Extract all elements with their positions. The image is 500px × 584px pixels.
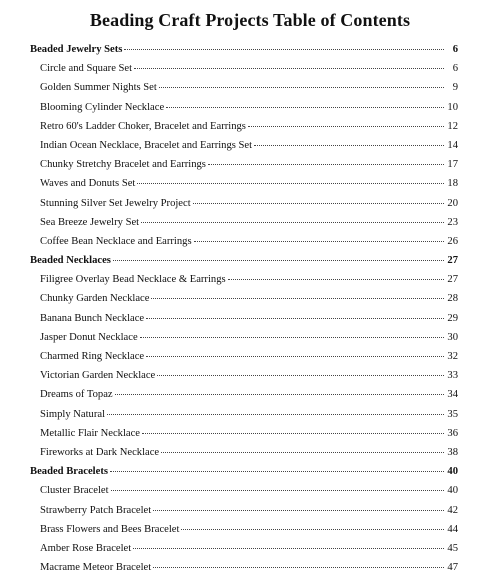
toc-entry-title: Chunky Garden Necklace (40, 293, 150, 305)
toc-entry[interactable] (30, 347, 458, 366)
toc-entry-title: Metallic Flair Necklace (40, 427, 141, 439)
toc-entry[interactable] (30, 309, 458, 328)
toc-entry-title: Charmed Ring Necklace (40, 351, 145, 362)
toc-entry[interactable] (30, 366, 458, 385)
dot-leader (208, 164, 444, 165)
toc-entry-title: Sea Breeze Jewelry Set (40, 216, 140, 228)
toc-page-number: 34 (447, 389, 458, 401)
dot-leader (193, 203, 444, 204)
page-title: Beading Craft Projects Table of Contents (89, 10, 411, 30)
dot-leader (133, 548, 444, 549)
toc-page-number: 42 (447, 504, 458, 516)
toc-section-heading[interactable] (30, 40, 458, 59)
toc-entry-title: Chunky Stretchy Bracelet and Earrings (40, 159, 206, 171)
dot-leader (115, 394, 444, 395)
toc-entry[interactable] (30, 270, 458, 289)
dot-leader (248, 126, 444, 127)
dot-leader (151, 298, 444, 299)
toc-page-number: 6 (452, 63, 458, 75)
dot-leader (142, 433, 444, 434)
toc-entry[interactable] (30, 520, 458, 539)
toc-entry[interactable] (30, 59, 458, 78)
toc-entry[interactable] (30, 98, 458, 117)
dot-leader (113, 260, 444, 261)
toc-page-number: 17 (447, 159, 458, 171)
toc-page-number: 32 (447, 351, 458, 362)
toc-section-heading[interactable] (30, 462, 458, 481)
toc-entry[interactable] (30, 539, 458, 558)
dot-leader (157, 375, 444, 376)
toc-page-number: 29 (447, 312, 458, 324)
dot-leader (228, 279, 444, 280)
dot-leader (254, 145, 444, 146)
toc-page-number: 27 (447, 255, 458, 267)
toc-page-number: 44 (447, 523, 458, 535)
toc-entry-title: Filigree Overlay Bead Necklace & Earrings (40, 274, 226, 286)
toc-entry-title: Brass Flowers and Bees Bracelet (40, 523, 180, 535)
toc-page-number: 10 (447, 101, 458, 113)
toc-page-number: 30 (447, 331, 458, 343)
toc-entry-title: Beaded Necklaces (30, 255, 111, 267)
toc-entry-title: Waves and Donuts Set (40, 178, 136, 190)
toc-page-number: 18 (447, 178, 458, 190)
toc-page-number: 33 (447, 370, 458, 382)
dot-leader (146, 318, 444, 319)
toc-page-number: 23 (447, 216, 458, 228)
toc-page-number: 26 (447, 235, 458, 247)
toc-page-number: 35 (447, 408, 458, 420)
dot-leader (137, 183, 444, 184)
toc-entry-title: Cluster Bracelet (40, 485, 109, 497)
toc-entry-title: Fireworks at Dark Necklace (40, 446, 160, 458)
toc-entry[interactable] (30, 78, 458, 97)
toc-page-number: 14 (447, 139, 458, 151)
dot-leader (124, 49, 444, 50)
toc-entry[interactable] (30, 232, 458, 251)
toc-entry[interactable] (30, 481, 458, 500)
toc-entry[interactable] (30, 424, 458, 443)
toc-entry[interactable] (30, 405, 458, 424)
dot-leader (111, 490, 444, 491)
toc-page-number: 28 (447, 293, 458, 305)
toc-entry[interactable] (30, 117, 458, 136)
toc-entry[interactable] (30, 194, 458, 213)
toc-page-number: 47 (447, 562, 458, 574)
toc-page-number: 40 (447, 466, 458, 478)
toc-entry-title: Beaded Bracelets (30, 466, 108, 478)
toc-entry-title: Blooming Cylinder Necklace (40, 101, 165, 113)
toc-page-number: 9 (452, 82, 458, 94)
table-of-contents (30, 40, 458, 577)
toc-entry-title: Amber Rose Bracelet (40, 542, 132, 554)
toc-entry[interactable] (30, 174, 458, 193)
dot-leader (194, 241, 444, 242)
toc-entry-title: Strawberry Patch Bracelet (40, 504, 152, 516)
toc-page-number: 12 (447, 120, 458, 132)
toc-entry-title: Coffee Bean Necklace and Earrings (40, 235, 192, 247)
toc-entry[interactable] (30, 501, 458, 520)
toc-entry[interactable] (30, 385, 458, 404)
dot-leader (161, 452, 444, 453)
toc-entry-title: Banana Bunch Necklace (40, 312, 145, 324)
toc-entry-title: Stunning Silver Set Jewelry Project (40, 197, 191, 209)
toc-entry-title: Retro 60's Ladder Choker, Bracelet and Earrings (40, 120, 246, 132)
toc-entry[interactable] (30, 136, 458, 155)
toc-page-number: 38 (447, 446, 458, 458)
dot-leader (153, 510, 444, 511)
toc-page-number: 45 (447, 542, 458, 554)
toc-entry-title: Indian Ocean Necklace, Bracelet and Earrings Set (40, 139, 253, 151)
toc-entry-title: Circle and Square Set (40, 63, 133, 75)
toc-entry[interactable] (30, 155, 458, 174)
toc-entry-title: Jasper Donut Necklace (40, 331, 138, 343)
toc-page-number: 20 (447, 197, 458, 209)
dot-leader (107, 414, 444, 415)
toc-entry[interactable] (30, 558, 458, 577)
toc-entry-title: Macrame Meteor Bracelet (40, 562, 152, 574)
toc-entry[interactable] (30, 443, 458, 462)
dot-leader (140, 337, 444, 338)
toc-entry-title: Victorian Garden Necklace (40, 370, 156, 382)
toc-page-number: 40 (447, 485, 458, 497)
dot-leader (153, 567, 444, 568)
toc-page-number: 36 (447, 427, 458, 439)
dot-leader (166, 107, 444, 108)
toc-page-number: 6 (452, 44, 458, 55)
toc-entry-title: Simply Natural (40, 408, 106, 420)
dot-leader (146, 356, 444, 357)
dot-leader (141, 222, 444, 223)
toc-entry[interactable] (30, 213, 458, 232)
dot-leader (181, 529, 444, 530)
toc-entry[interactable] (30, 289, 458, 308)
toc-section-heading[interactable] (30, 251, 458, 270)
toc-entry-title: Dreams of Topaz (40, 389, 113, 401)
toc-entry[interactable] (30, 328, 458, 347)
toc-entry-title: Beaded Jewelry Sets (30, 44, 123, 55)
dot-leader (110, 471, 444, 472)
dot-leader (134, 68, 444, 69)
dot-leader (159, 87, 444, 88)
toc-page-number: 27 (447, 274, 458, 286)
toc-entry-title: Golden Summer Nights Set (40, 82, 157, 94)
